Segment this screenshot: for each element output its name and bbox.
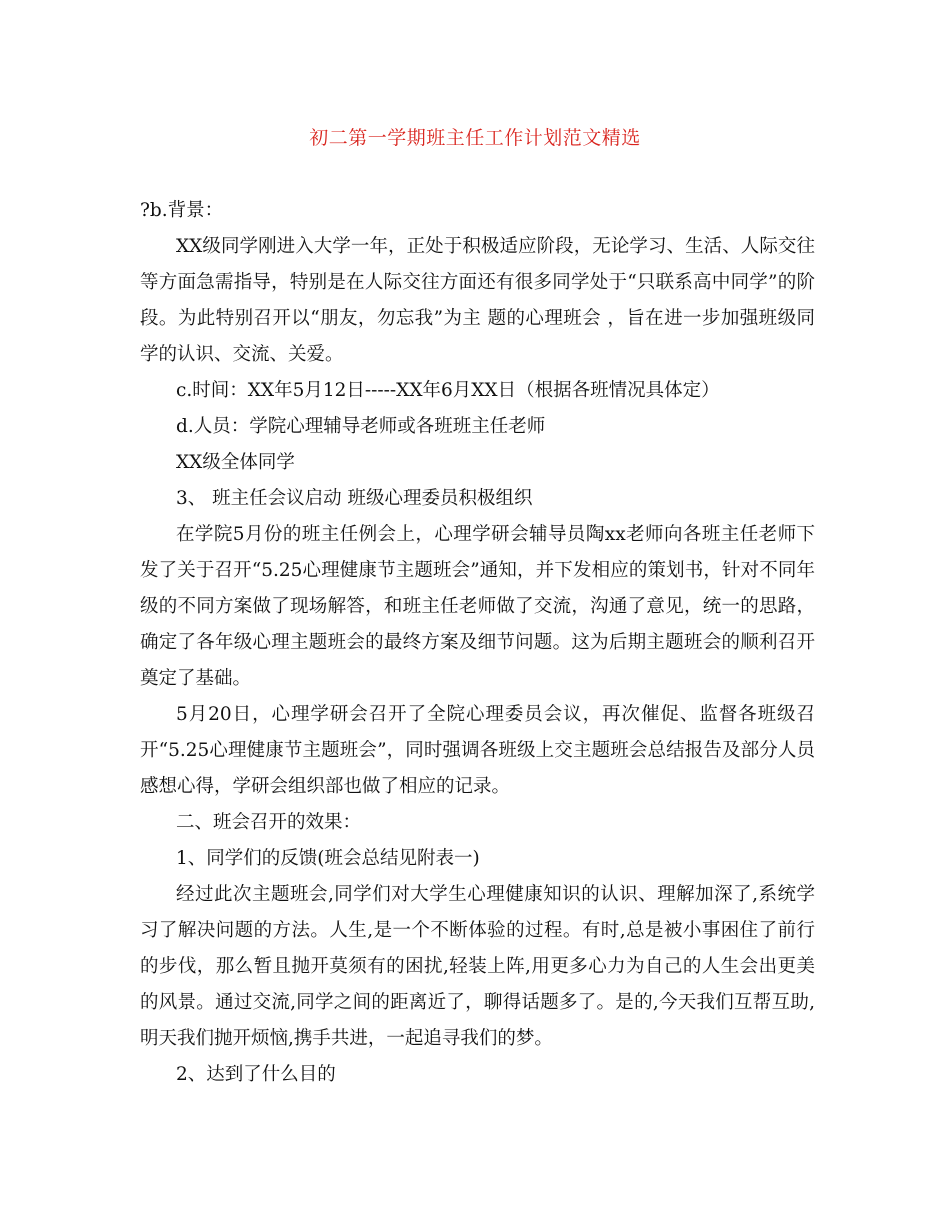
paragraph-effects-heading: 二、班会召开的效果：	[176, 812, 362, 833]
paragraph-section-3-heading: 3、 班主任会议启动 班级心理委员积极组织	[176, 488, 533, 509]
paragraph-meeting: 在学院5月份的班主任例会上，心理学研会辅导员陶xx老师向各班主任老师下发了关于召开“5.25心理健康节主题班会”通知，并下发相应的策划书，针对不同年级的不同方案做了现场解答，和班主任老师做了交流，沟通了意见，统一的思路，确定了各年级心理主题班会的最终方案及细节问题。这为后期主题班会的顺利召开奠定了基础。	[140, 524, 815, 689]
paragraph-background: XX级同学刚进入大学一年，正处于积极适应阶段，无论学习、生活、人际交往等方面急需指导，特别是在人际交往方面还有很多同学处于“只联系高中同学”的阶段。为此特别召开以“朋友，勿忘我”为主 题的心理班会 ，旨在进一步加强班级同学的认识、交流、关爱。	[140, 236, 815, 365]
document-title: 初二第一学期班主任工作计划范文精选	[309, 127, 641, 149]
paragraph-all-students: XX级全体同学	[176, 452, 295, 473]
paragraph-time: c.时间：XX年5月12日-----XX年6月XX日（根据各班情况具体定）	[176, 380, 720, 401]
document-body	[140, 193, 815, 1093]
paragraph-feedback: 经过此次主题班会,同学们对大学生心理健康知识的认识、理解加深了,系统学习了解决问题的方法。人生,是一个不断体验的过程。有时,总是被小事困住了前行的步伐，那么暂且抛开莫须有的困扰,轻装上阵,用更多心力为自己的人生会出更美的风景。通过交流,同学之间的距离近了，聊得话题多了。是的,今天我们互帮互助,明天我们抛开烦恼,携手共进，一起追寻我们的梦。	[140, 884, 815, 1049]
paragraph-may-20: 5月20日，心理学研会召开了全院心理委员会议，再次催促、监督各班级召开“5.25心理健康节主题班会”，同时强调各班级上交主题班会总结报告及部分人员感想心得，学研会组织部也做了相应的记录。	[140, 704, 815, 797]
paragraph-people: d.人员：学院心理辅导老师或各班班主任老师	[176, 416, 546, 437]
paragraph-background-heading: ?b.背景：	[140, 200, 224, 221]
paragraph-feedback-heading: 1、同学们的反馈(班会总结见附表一)	[176, 848, 480, 869]
paragraph-goals-heading: 2、达到了什么目的	[176, 1064, 336, 1085]
